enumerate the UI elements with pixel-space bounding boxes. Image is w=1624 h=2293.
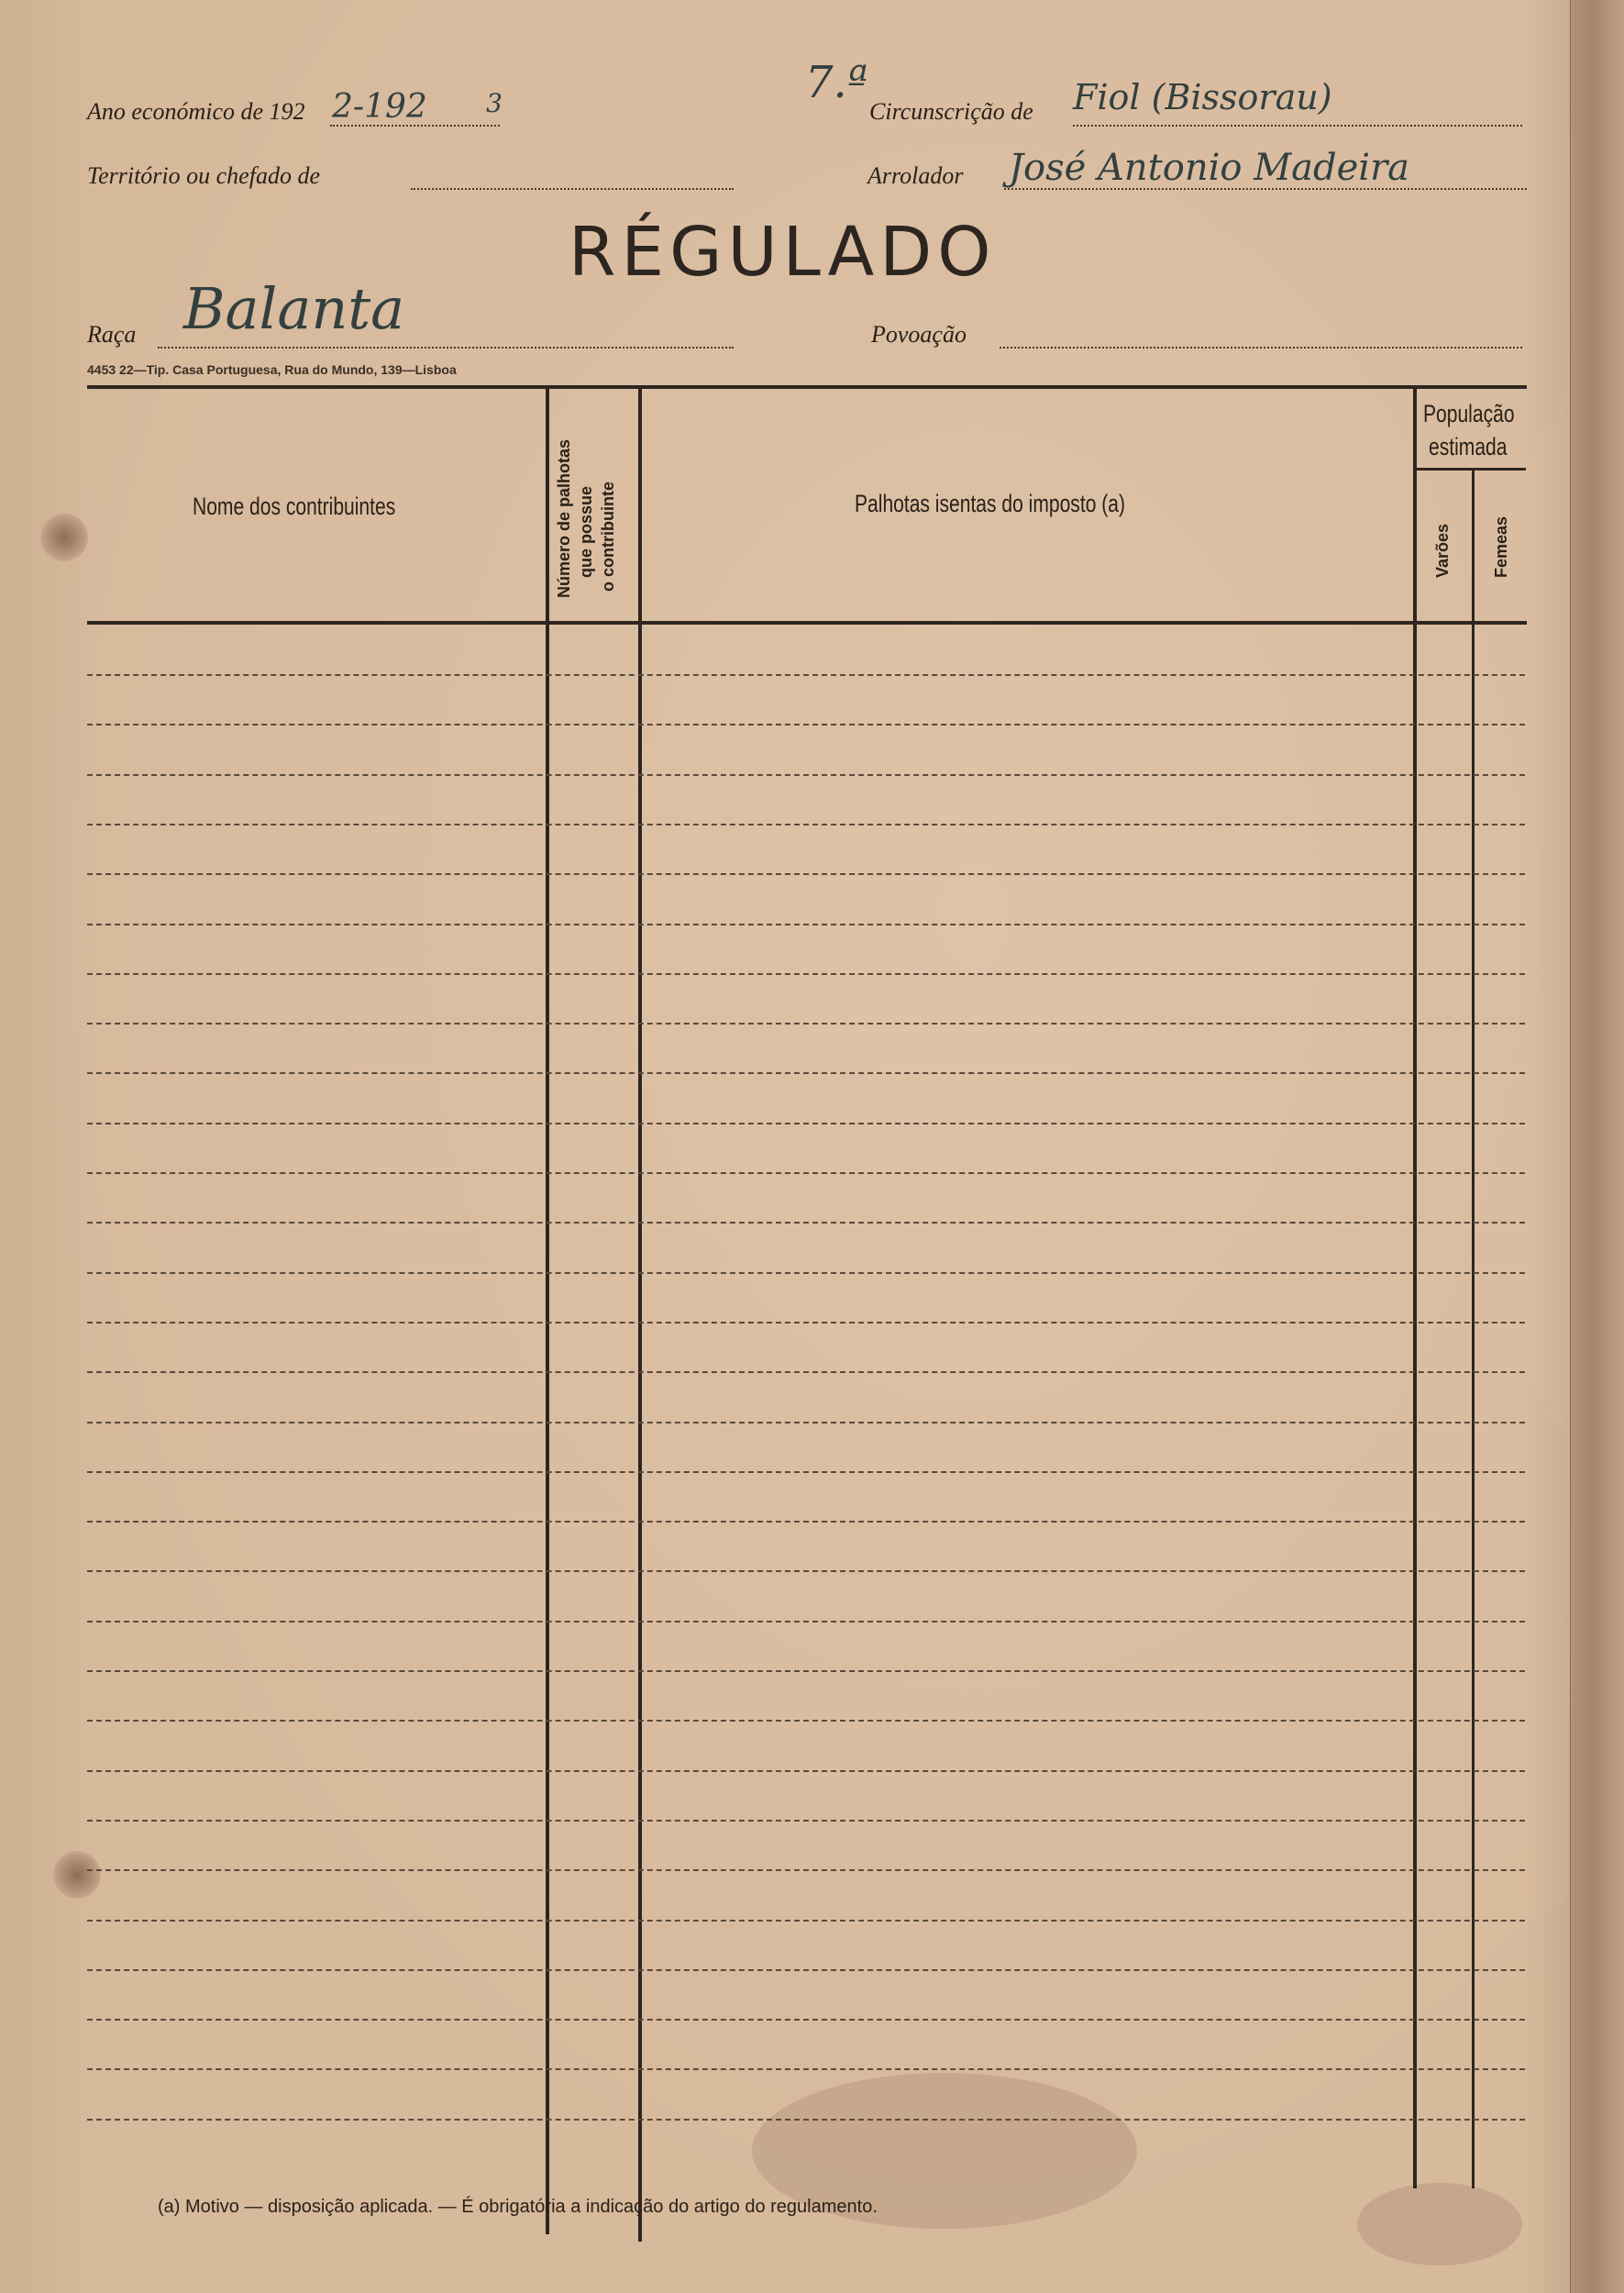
table-row [87,824,1525,825]
table-row [87,924,1525,925]
table-row [87,2068,1525,2070]
ano-economico-line [330,125,500,127]
header-nome-contribuintes: Nome dos contribuintes [193,493,396,520]
printer-imprint: 4453 22—Tip. Casa Portuguesa, Rua do Mundo, 139—Lisboa [87,362,457,377]
table-row [87,1471,1525,1473]
header-estimada: estimada [1429,433,1508,460]
arrolador-value: José Antonio Madeira [1009,147,1410,189]
table-row [87,1222,1525,1224]
table-row [87,2119,1525,2121]
ano-economico-label: Ano económico de 192 [87,98,305,125]
raca-value: Balanta [183,275,405,342]
arrolador-line [1004,188,1527,190]
table-row [87,774,1525,776]
table-row [87,724,1525,726]
territorio-line [411,188,734,190]
circunscricao-line [1073,125,1522,127]
table-row [87,1820,1525,1822]
table-row [87,1023,1525,1025]
header-femeas: Femeas [1492,515,1510,578]
page-fold-edge [1570,0,1624,2293]
punch-hole-top [40,514,88,561]
circunscricao-label: Circunscrição de [869,98,1033,125]
table-row [87,1123,1525,1124]
populacao-divider [1414,468,1526,471]
table-row [87,1172,1525,1174]
table-row [87,1621,1525,1623]
table-row [87,674,1525,676]
header-numero-line2: que possue [577,485,595,578]
table-row [87,1570,1525,1572]
povoacao-line [1000,347,1522,349]
paper-stain [1357,2183,1522,2265]
circunscricao-value: Fiol (Bissorau) [1073,77,1332,117]
table-row [87,1720,1525,1722]
column-divider-2 [638,389,642,2242]
povoacao-label: Povoação [871,321,967,348]
table-row [87,1521,1525,1523]
table-row [87,1072,1525,1074]
table-row [87,1969,1525,1971]
header-numero-line1: Número de palhotas [555,438,573,598]
table-row [87,1422,1525,1423]
column-divider-1 [546,389,549,2234]
territorio-label: Território ou chefado de [87,162,320,189]
footnote: (a) Motivo — disposição aplicada. — É obrigatória a indicação do artigo do regulamento. [158,2197,878,2217]
circunscricao-number: 7.ª [805,57,868,108]
header-populacao: População [1423,400,1515,427]
table-top-rule [87,385,1527,389]
table-row [87,2019,1525,2021]
table-row [87,973,1525,975]
table-row [87,1322,1525,1324]
table-row [87,1272,1525,1274]
punch-hole-bottom [53,1851,101,1899]
ano-economico-value: 2-192 [332,88,427,126]
arrolador-label: Arrolador [867,162,964,189]
table-row [87,1869,1525,1871]
table-row [87,873,1525,875]
ano-economico-value-end: 3 [486,88,503,118]
column-divider-4 [1472,471,1475,2188]
header-varoes: Varões [1433,523,1452,578]
table-row [87,1371,1525,1373]
header-palhotas-isentas: Palhotas isentas do imposto (a) [855,490,1125,517]
header-numero-line3: o contribuinte [599,482,617,592]
table-row [87,1770,1525,1772]
table-header-rule [87,621,1527,625]
raca-label: Raça [87,321,137,348]
table-row [87,1920,1525,1922]
table-row [87,1670,1525,1672]
page-title: RÉGULADO [569,213,997,292]
raca-line [158,347,734,349]
